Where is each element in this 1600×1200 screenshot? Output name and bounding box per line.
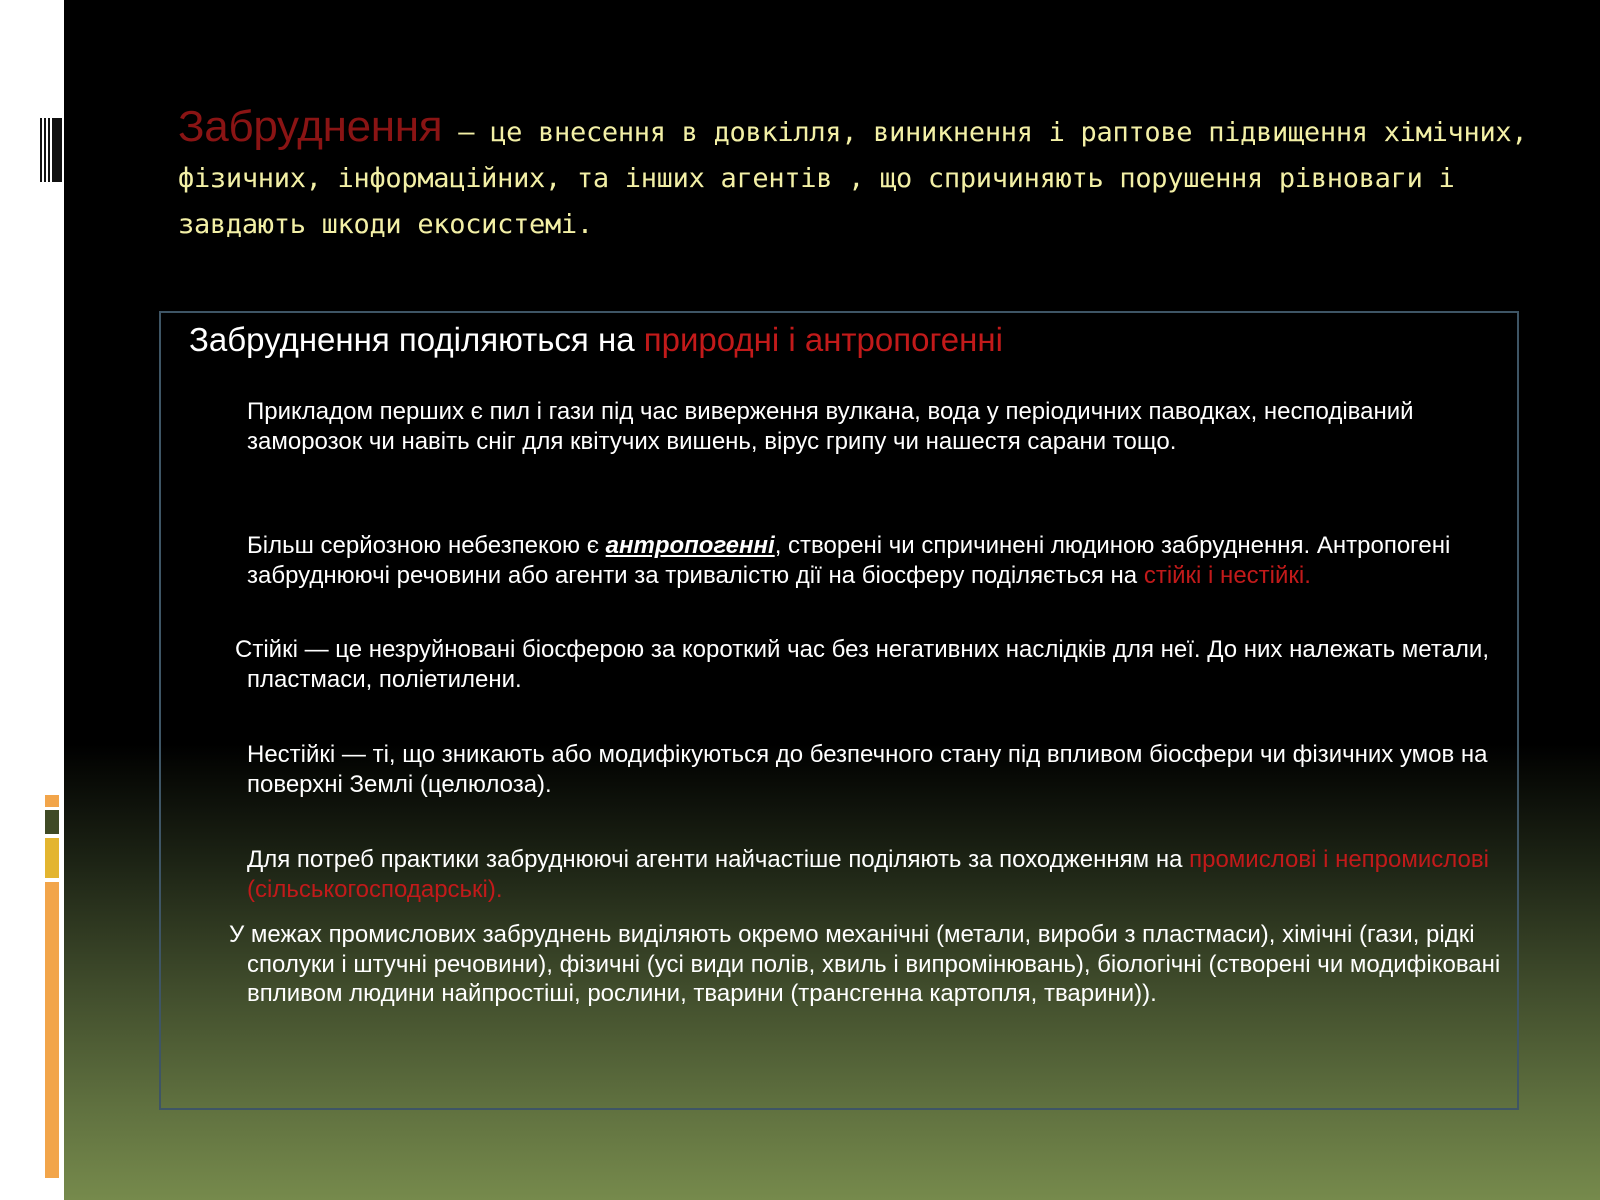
paragraph-persistent: Стійкі — це незруйновані біосферою за короткий час без негативних наслідків для неї. До них належать метали, пластмаси, поліетилени.: [235, 636, 1489, 693]
content-heading: [189, 317, 1003, 363]
top-block-decoration: [52, 118, 62, 182]
orange-accent-bar-tall: [45, 882, 59, 1178]
content-box: [159, 311, 1519, 1110]
p5-text-before: Для потреб практики забруднюючі агенти найчастіше поділяють за походженням на: [247, 846, 1190, 873]
title-term: Забруднення: [178, 102, 443, 151]
orange-accent-bar-small: [45, 795, 59, 807]
paragraph-non-persistent: Нестійкі — ті, що зникають або модифікуються до безпечного стану під впливом біосфери чи фізичних умов на поверхні Землі (целюлоза).: [247, 741, 1488, 798]
paragraph-anthropogenic: [247, 531, 1502, 590]
p5-highlight: промислові і непромислові (сільськогосподарські).: [247, 846, 1489, 903]
yellow-accent-bar: [45, 838, 59, 878]
p2-emphasis-anthropogenic: антропогенні: [605, 532, 775, 559]
p2-text-before: Більш серйозною небезпекою є: [247, 532, 606, 559]
heading-highlight: природні і антропогенні: [643, 321, 1003, 358]
paragraph-origin-classification: [247, 845, 1502, 904]
p2-highlight: стійкі і нестійкі.: [1143, 561, 1311, 589]
slide-title: [178, 104, 1538, 248]
p2-text-after: , створені чи спричинені людиною забруднення. Антропогені забруднюючі речовини або агенти за тривалістю дії на біосферу поділяється на: [247, 532, 1451, 589]
heading-text: Забруднення поділяються на: [189, 321, 644, 358]
title-definition: – це внесення в довкілля, виникнення і раптове підвищення хімічних, фізичних, інформаційних, та інших агентів , що спричиняють порушення рівноваги і завдають шкоди екосистемі.: [178, 117, 1528, 240]
olive-accent-bar: [45, 810, 59, 834]
paragraph-natural-examples: Прикладом перших є пил і гази під час виверження вулкана, вода у періодичних паводках, несподіваний заморозок чи навіть сніг для квітучих вишень, вірус грипу чи нашестя сарани тощо.: [247, 398, 1414, 455]
paragraph-industrial-types: У межах промислових забруднень виділяють окремо механічні (метали, вироби з пластмаси), хімічні (гази, рідкі сполуки і штучні речовини), фізичні (усі види полів, хвиль і випромінювань), біологічні (створені чи модифіковані впливом людини найпростіші, рослини, тварини (трансгенна картопля, тварини)).: [229, 921, 1501, 1007]
left-decorative-strip: [0, 0, 64, 1200]
slide: [64, 0, 1600, 1200]
